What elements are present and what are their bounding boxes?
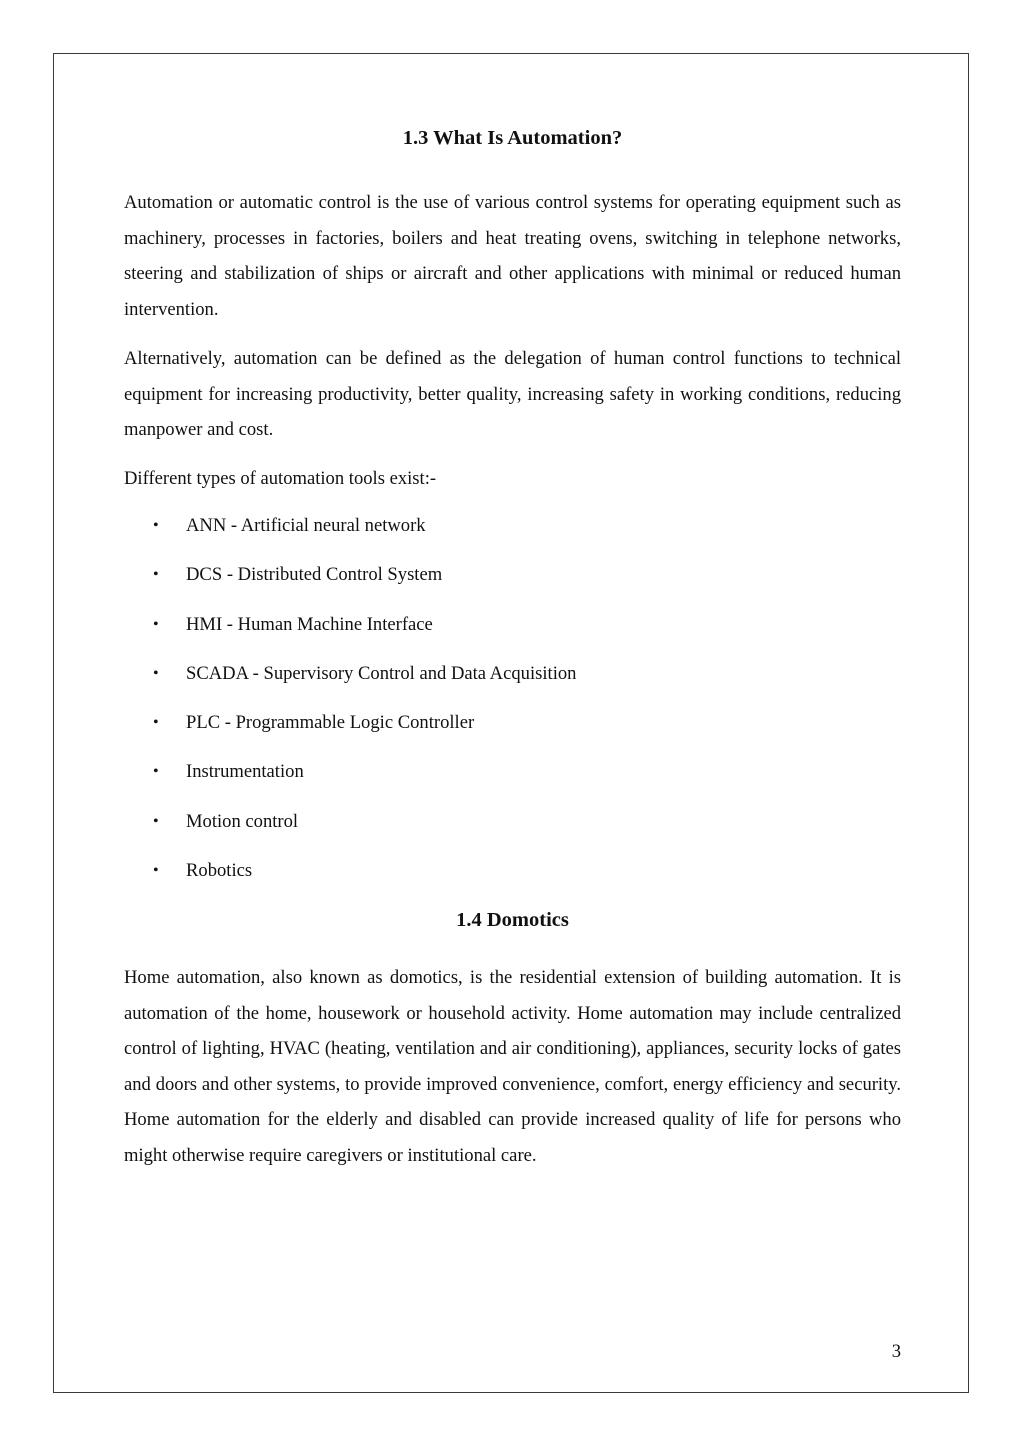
- paragraph-automation-definition: Automation or automatic control is the use of various control systems for operating equipment such as machinery, processes in factories, boilers and heat treating ovens, switching in telephone networks, steering and stabilization of ships or aircraft and other applications with minimal or reduced human intervention.: [124, 192, 901, 320]
- paragraph-automation-alternative: Alternatively, automation can be defined as the delegation of human control functions to technical equipment for increasing productivity, better quality, increasing safety in working conditions, reducing manpower and cost.: [124, 348, 901, 440]
- list-item: [124, 855, 901, 887]
- section-heading-automation: 1.3 What Is Automation?: [402, 127, 623, 149]
- bullet-icon: •: [153, 615, 159, 633]
- list-item-text: Robotics: [186, 860, 253, 882]
- bullet-icon: •: [153, 812, 159, 830]
- list-item-text: SCADA - Supervisory Control and Data Acquisition: [186, 662, 577, 684]
- list-item-text: DCS - Distributed Control System: [186, 564, 443, 586]
- bullet-icon: •: [153, 566, 159, 584]
- list-item-text: ANN - Artificial neural network: [186, 515, 426, 536]
- page-number: 3: [891, 1341, 901, 1362]
- section-heading-domotics: 1.4 Domotics: [456, 909, 569, 932]
- page-content: [124, 122, 901, 1173]
- bullet-icon: •: [153, 862, 159, 880]
- list-item: [124, 658, 901, 690]
- list-item: [124, 756, 901, 788]
- list-item: [124, 510, 901, 542]
- list-item-text: Motion control: [186, 810, 299, 832]
- list-item-text: PLC - Programmable Logic Controller: [186, 712, 475, 734]
- paragraph-tools-intro: Different types of automation tools exist:-: [124, 467, 437, 489]
- bullet-icon: •: [153, 517, 159, 534]
- list-item: [124, 609, 901, 641]
- list-item: [124, 707, 901, 739]
- bullet-icon: •: [153, 763, 159, 781]
- bullet-icon: •: [153, 714, 159, 732]
- automation-tools-list: [124, 510, 901, 887]
- list-item: [124, 559, 901, 591]
- bullet-icon: •: [153, 664, 159, 682]
- list-item-text: HMI - Human Machine Interface: [186, 613, 433, 635]
- list-item-text: Instrumentation: [186, 761, 304, 783]
- list-item: [124, 806, 901, 838]
- paragraph-domotics: Home automation, also known as domotics, is the residential extension of building automation. It is automation of the home, housework or household activity. Home automation may include centralized control of lighting, HVAC (heating, ventilation and air conditioning), appliances, security locks of gates and doors and other systems, to provide improved convenience, comfort, energy efficiency and security. Home automation for the elderly and disabled can provide increased quality of life for persons who might otherwise require caregivers or institutional care.: [124, 967, 901, 1166]
